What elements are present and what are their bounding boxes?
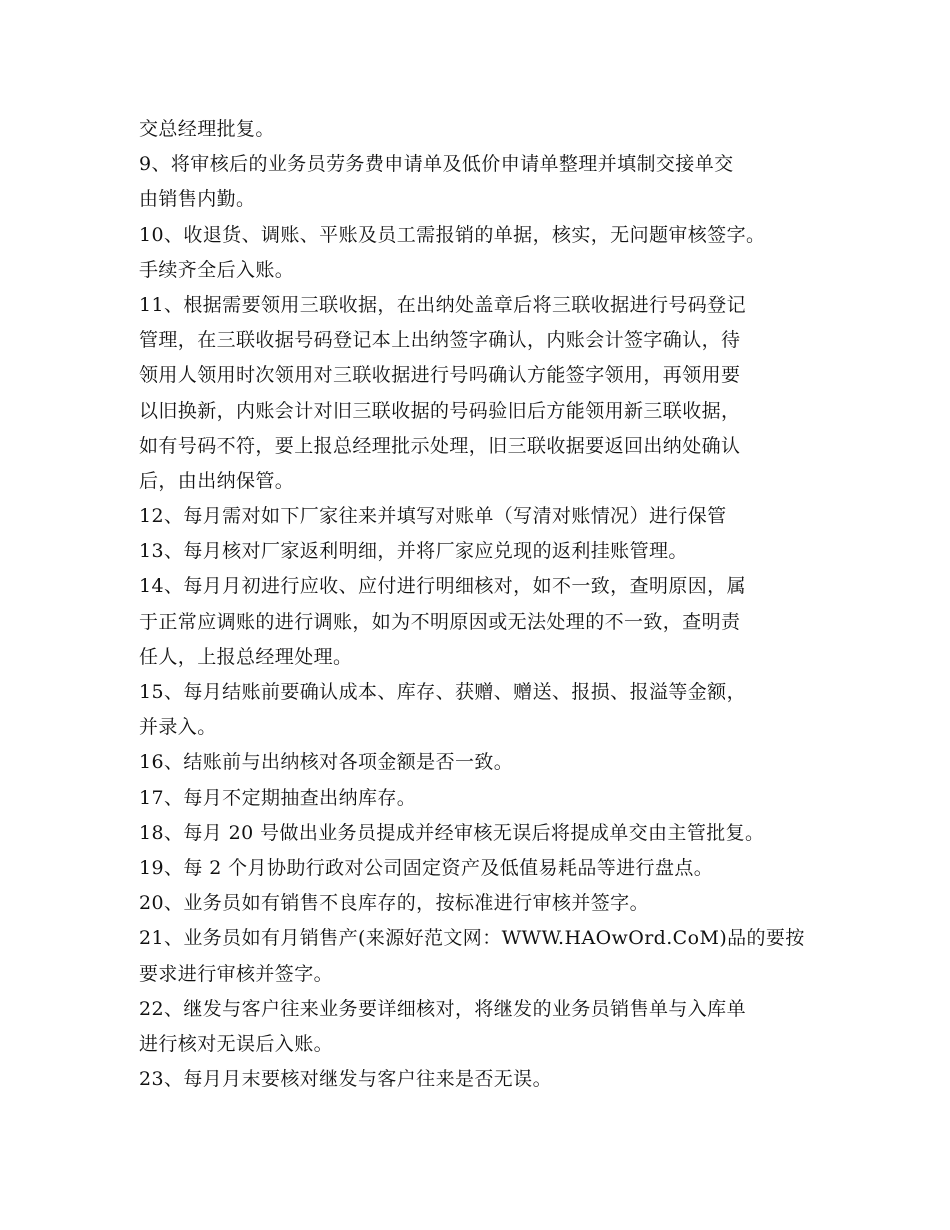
text-line: 10、收退货、调账、平账及员工需报销的单据，核实，无问题审核签字。 — [139, 223, 766, 246]
text-line: 管理，在三联收据号码登记本上出纳签字确认，内账会计签字确认，待 — [139, 329, 741, 352]
text-line: 要求进行审核并签字。 — [139, 962, 334, 985]
text-line: 领用人领用时次领用对三联收据进行号吗确认方能签字领用，再领用要 — [139, 364, 741, 387]
text-line: 任人，上报总经理处理。 — [139, 645, 353, 668]
text-line: 20、业务员如有销售不良库存的，按标准进行审核并签字。 — [139, 892, 649, 915]
text-line: 后，由出纳保管。 — [139, 469, 295, 492]
text-line: 18、每月 20 号做出业务员提成并经审核无误后将提成单交由主管批复。 — [139, 821, 765, 844]
text-line: 并录入。 — [139, 716, 217, 739]
text-line: 14、每月月初进行应收、应付进行明细核对，如不一致，查明原因，属 — [139, 575, 746, 598]
text-line: 进行核对无误后入账。 — [139, 1032, 334, 1055]
text-line: 以旧换新，内账会计对旧三联收据的号码验旧后方能领用新三联收据， — [139, 399, 741, 422]
text-line: 12、每月需对如下厂家往来并填写对账单（写清对账情况）进行保管 — [139, 505, 727, 528]
text-line: 17、每月不定期抽查出纳库存。 — [139, 786, 417, 809]
text-line: 23、每月月末要核对继发与客户往来是否无误。 — [139, 1068, 552, 1091]
text-line: 手续齐全后入账。 — [139, 258, 295, 281]
document-body — [139, 112, 829, 1097]
text-line: 21、业务员如有月销售产(来源好范文网：WWW.HAOwOrd.CoM)品的要按 — [139, 927, 805, 950]
text-line: 如有号码不符，要上报总经理批示处理，旧三联收据要返回出纳处确认 — [139, 434, 741, 457]
text-line: 交总经理批复。 — [139, 118, 275, 140]
text-line: 22、继发与客户往来业务要详细核对，将继发的业务员销售单与入库单 — [139, 997, 746, 1020]
text-line: 13、每月核对厂家返利明细，并将厂家应兑现的返利挂账管理。 — [139, 540, 688, 563]
text-line: 15、每月结账前要确认成本、库存、获赠、赠送、报损、报溢等金额， — [139, 681, 746, 703]
text-line: 11、根据需要领用三联收据，在出纳处盖章后将三联收据进行号码登记 — [139, 293, 746, 316]
text-line: 19、每 2 个月协助行政对公司固定资产及低值易耗品等进行盘点。 — [139, 856, 714, 879]
text-line: 9、将审核后的业务员劳务费申请单及低价申请单整理并填制交接单交 — [139, 153, 734, 176]
text-line: 于正常应调账的进行调账，如为不明原因或无法处理的不一致，查明责 — [139, 610, 741, 633]
text-line: 16、结账前与出纳核对各项金额是否一致。 — [139, 751, 514, 774]
text-line: 由销售内勤。 — [139, 188, 256, 211]
